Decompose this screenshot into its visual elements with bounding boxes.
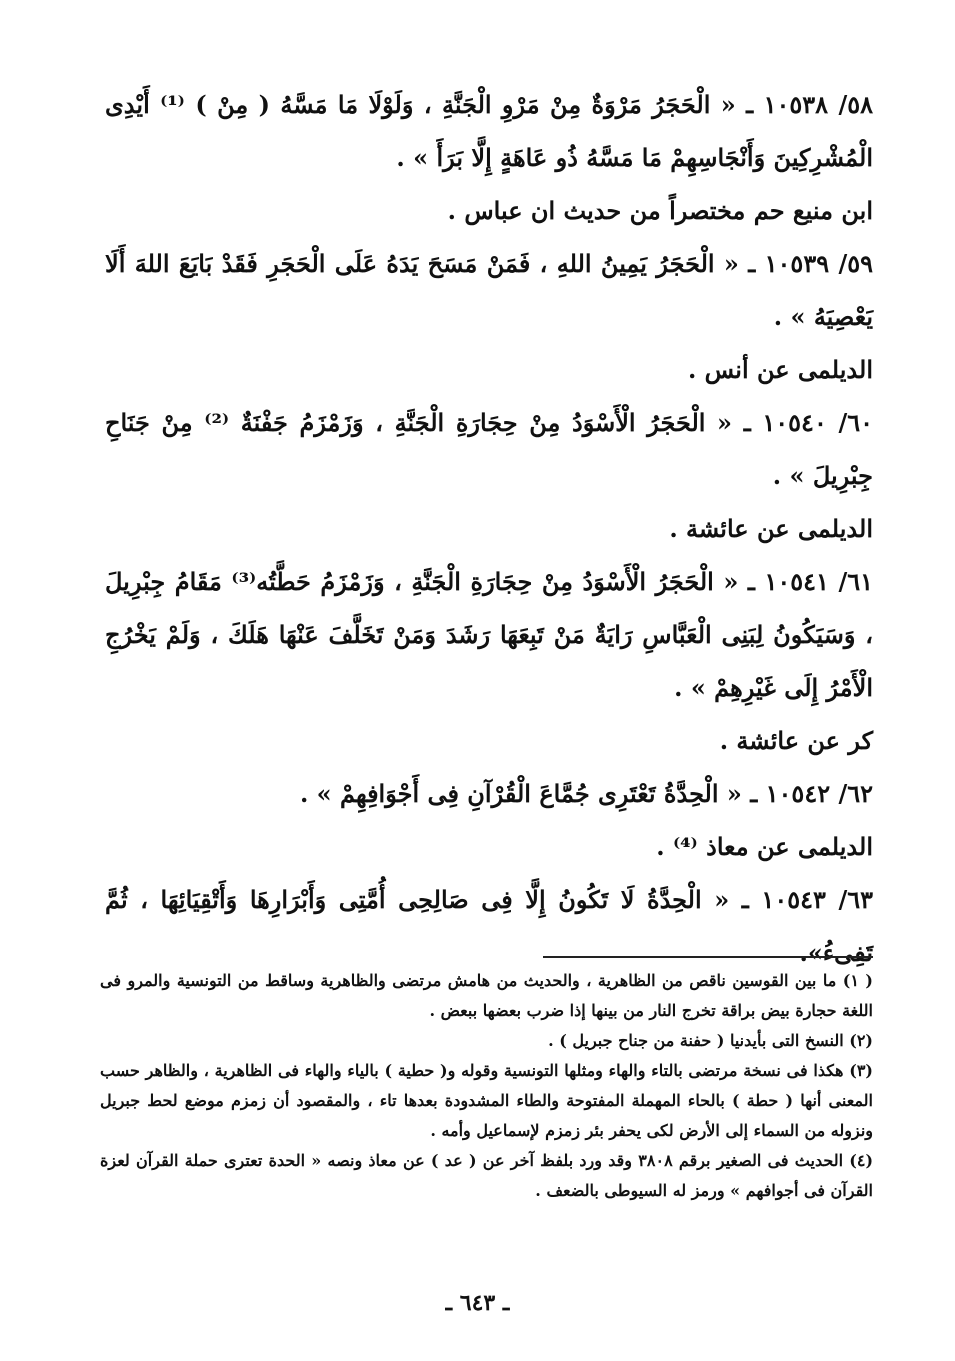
footnote-1: ( ١) ما بين القوسين ناقص من الظاهرية ، والحديث من هامش مرتضى والظاهرية وساقط من التونسية والمرو فى اللغة حجارة بيض براقة تخرج النار من بينها إذا ضرب بعضها ببعض . [100, 971, 873, 1020]
footnote-4: (٤) الحديث فى الصغير برقم ٣٨٠٨ وقد ورد بلفظ آخر عن ( عد ) عن معاذ ونصه « الحدة تعترى حملة القرآن لعزة القرآن فى أجوافهم » ورمز له السيوطى بالضعف . [100, 1151, 874, 1200]
hadith-entry-62: ٦٢/ ١٠٥٤٢ ـ « الْحِدَّةُ تَعْتَرِى جُمَّاعَ الْقُرْآنِ فِى أَجْوَافِهِمْ » . [299, 779, 873, 808]
hadith-source-62: الديلمى عن معاذ ⁽⁴⁾ . [656, 832, 873, 861]
footnote-divider [543, 956, 873, 958]
hadith-entry-58: ٥٨/ ١٠٥٣٨ ـ « الْحَجَرُ مَرْوَةٌ مِنْ مَرْوِ الْجَنَّةِ ، وَلَوْلَا مَا مَسَّهُ ( مِنْ ) ⁽¹⁾ أَيْدِى الْمُشْرِكِينَ وَأَنْجَاسِهِمْ مَا مَسَّهُ ذُو عَاهَةٍ إِلَّا بَرَأَ » . [105, 90, 874, 172]
footnote-3: (٣) هكذا فى نسخة مرتضى بالتاء والهاء ومثلها التونسية وقوله و( حطية ) بالياء والهاء فى الظاهرية ، والظاهر حسب المعنى أنها ( حطة ) بالحاء المهملة المفتوحة والطاء المشدودة بعدها تاء ، والمقصود أن زمزم موضع لحط جبريل ونزوله من السماء إلى الأرض لكى يحفر بئر زمزم لإسماعيل وأمه . [100, 1061, 873, 1140]
hadith-body [105, 78, 873, 979]
hadith-source-58: ابن منيع حم مختصراً من حديث ان عباس . [447, 196, 873, 225]
footnotes [100, 966, 873, 1206]
footnote-2: (٢) النسخ التى بأيدنيا ( حفنة من جناح جبريل ) . [548, 1031, 873, 1050]
hadith-entry-59: ٥٩/ ١٠٥٣٩ ـ « الْحَجَرُ يَمِينُ اللهِ ، فَمَنْ مَسَحَ يَدَهُ عَلَى الْحَجَرِ فَقَدْ بَايَعَ اللهَ أَلَا يَعْصِيَهُ » . [105, 249, 873, 331]
hadith-source-59: الديلمى عن أنس . [687, 355, 873, 384]
hadith-entry-63: ٦٣/ ١٠٥٤٣ ـ « الْحِدَّةُ لَا تَكُونُ إِلَّا فِى صَالِحِى أُمَّتِى وَأَبْرَارِهَا وَأَتْقِيَائِهَا ، ثُمَّ تَفِىءُ». [105, 885, 873, 967]
hadith-entry-60: ٦٠/ ١٠٥٤٠ ـ « الْحَجَرُ الْأَسْوَدُ مِنْ حِجَارَةِ الْجَنَّةِ ، وَزَمْزَمُ جَفْنَةٌ ⁽²⁾ مِنْ جَنَاحِ جِبْرِيلَ » . [105, 408, 874, 490]
hadith-source-61: كر عن عائشة . [719, 726, 873, 755]
hadith-source-60: الديلمى عن عائشة . [669, 514, 873, 543]
hadith-entry-61: ٦١/ ١٠٥٤١ ـ « الْحَجَرُ الْأَسْوَدُ مِنْ حِجَارَةِ الْجَنَّةِ ، وَزَمْزَمُ حَطَّتُه⁽³⁾ مَقَامُ جِبْرِيلَ ، وَسَيَكُونُ لِبَنِى الْعَبَّاسِ رَايَةٌ مَنْ تَبِعَهَا رَشَدَ وَمَنْ تَخَلَّفَ عَنْهَا هَلَكَ ، وَلَمْ يَخْرُجِ الْأَمْرُ إِلَى غَيْرِهِمْ » . [105, 567, 873, 702]
page-number: ـ ٦٤٣ ـ [445, 1290, 510, 1316]
